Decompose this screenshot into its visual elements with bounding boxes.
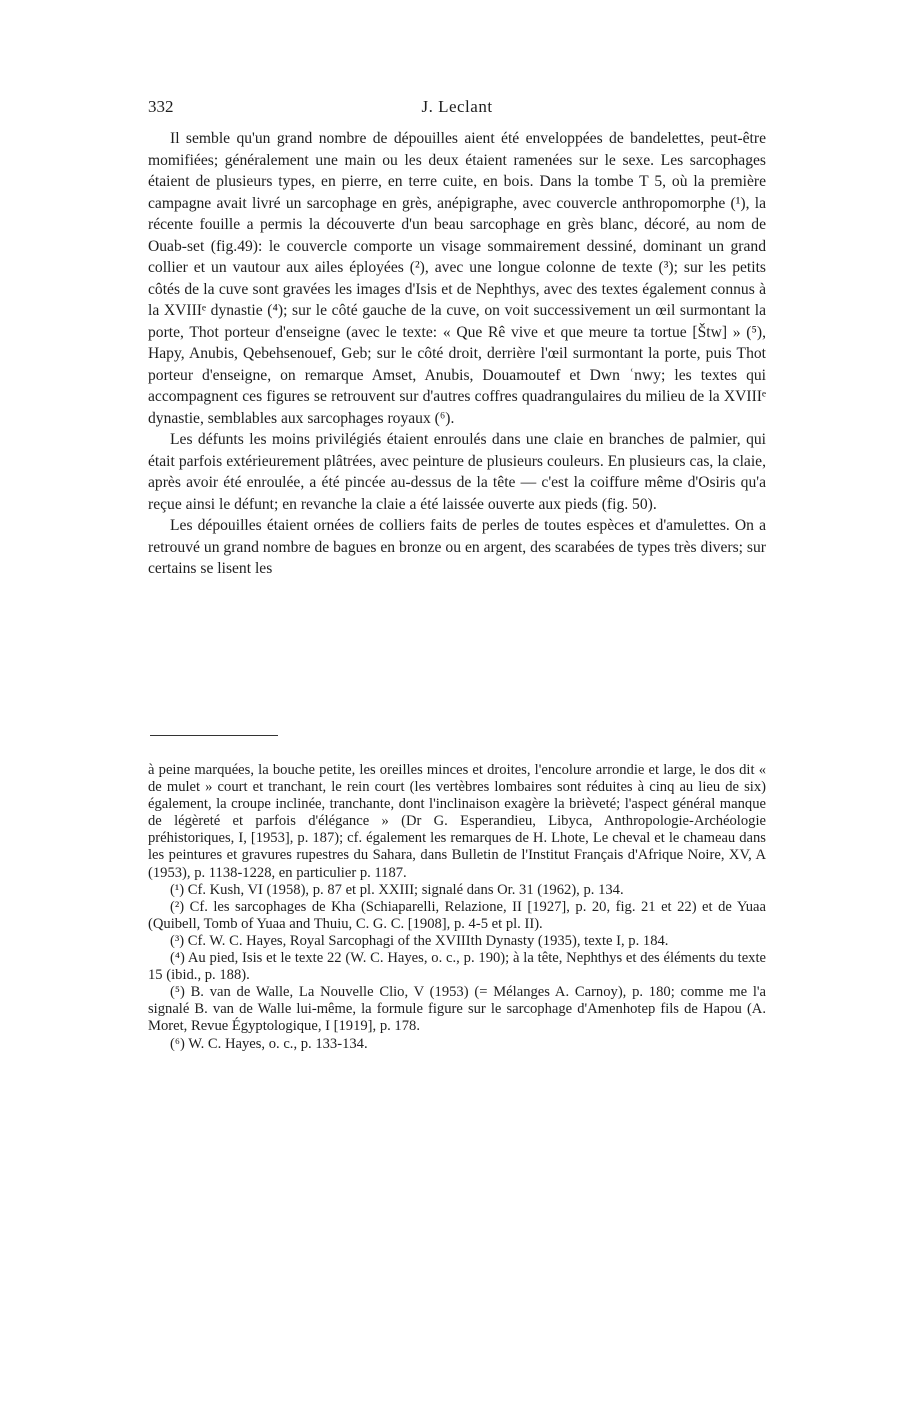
body-paragraph: Les dépouilles étaient ornées de colliers faits de perles de toutes espèces et d'amulettes. On a retrouvé un grand nombre de bagues en bronze ou en argent, des scarabées de types très divers; sur certains se lisent les [148, 517, 766, 577]
footnote-2: (²) Cf. les sarcophages de Kha (Schiaparelli, Relazione, II [1927], p. 20, fig. 21 et 22) et de Yuaa (Quibell, Tomb of Yuaa and Thuiu, C. G. C. [1908], p. 4-5 et pl. II). [148, 898, 766, 932]
footnote-5: (⁵) B. van de Walle, La Nouvelle Clio, V (1953) (= Mélanges A. Carnoy), p. 180; comme me l'a signalé B. van de Walle lui-même, la formule figure sur le sarcophage d'Amenhotep fils de Hapou (A. Moret, Revue Égyptologique, I [1919], p. 178. [148, 984, 766, 1035]
main-text [148, 128, 766, 580]
footnote-4: (⁴) Au pied, Isis et le texte 22 (W. C. Hayes, o. c., p. 190); à la tête, Nephthys et des éléments du texte 15 (ibid., p. 188). [148, 950, 766, 984]
page-number: 332 [148, 97, 174, 116]
footnote-1: (¹) Cf. Kush, VI (1958), p. 87 et pl. XXIII; signalé dans Or. 31 (1962), p. 134. [170, 881, 624, 898]
body-paragraph: Il semble qu'un grand nombre de dépouilles aient été enveloppées de bandelettes, peut-être momifiées; généralement une main ou les deux étaient ramenées sur le sexe. Les sarcophages étaient de plusieurs types, en pierre, en terre cuite, en bois. Dans la tombe T 5, où la première campagne avait livré un sarcophage en grès, anépigraphe, avec couvercle anthropomorphe (¹), la récente fouille a permis la découverte d'un beau sarcophage en grès blanc, décoré, au nom de Ouab-set (fig.49): le couvercle comporte un visage sommairement dessiné, dominant un grand collier et un vautour aux ailes éployées (²), avec une longue colonne de texte (³); sur les petits côtés de la cuve sont gravées les images d'Isis et de Nephthys, avec des textes également connus à la XVIIIᵉ dynastie (⁴); sur le côté gauche de la cuve, on voit successivement un œil surmontant la porte, Thot porteur d'enseigne (avec le texte: « Que Rê vive et que meure ta tortue [Štw] » (⁵), Hapy, Anubis, Qebehsenouef, Geb; sur le côté droit, derrière l'œil surmontant la porte, puis Thot porteur d'enseigne, on remarque Amset, Anubis, Douamoutef et Dwn ʿnwy; les textes qui accompagnent ces figures se retrouvent sur d'autres coffres quadrangulaires du milieu de la XVIIIᵉ dynastie, semblables aux sarcophages royaux (⁶). [148, 130, 766, 427]
footnote-continuation: à peine marquées, la bouche petite, les oreilles minces et droites, l'encolure arrondie et large, le dos dit « de mulet » court et tranchant, le rein court (les vertèbres lombaires sont réduites à cinq au lieu de six) également, la croupe inclinée, tranchante, dont l'inclinaison exagère la brièveté; l'aspect général manque de légèreté et parfois d'élégance » (Dr G. Esperandieu, Libyca, Anthropologie-Archéologie préhistoriques, I, [1953], p. 187); cf. également les remarques de H. Lhote, Le cheval et le chameau dans les peintures et gravures rupestres du Sahara, dans Bulletin de l'Institut Français d'Afrique Noire, XV, A (1953), p. 1138-1228, en particulier p. 1187. [148, 762, 766, 881]
footnote-6: (⁶) W. C. Hayes, o. c., p. 133-134. [170, 1035, 368, 1052]
footnote-separator [150, 735, 278, 736]
footnotes [148, 762, 766, 1053]
page-header [148, 97, 766, 121]
footnote-3: (³) Cf. W. C. Hayes, Royal Sarcophagi of the XVIIIth Dynasty (1935), texte I, p. 184. [170, 932, 669, 949]
running-head: J. Leclant [421, 97, 493, 116]
body-paragraph: Les défunts les moins privilégiés étaient enroulés dans une claie en branches de palmier, qui était parfois extérieurement plâtrées, avec peinture de plusieurs couleurs. En plusieurs cas, la claie, après avoir été enroulée, a été pincée au-dessus de la tête — c'est la coiffure même d'Osiris qu'a reçue ainsi le défunt; en revanche la claie a été laissée ouverte aux pieds (fig. 50). [148, 431, 766, 513]
